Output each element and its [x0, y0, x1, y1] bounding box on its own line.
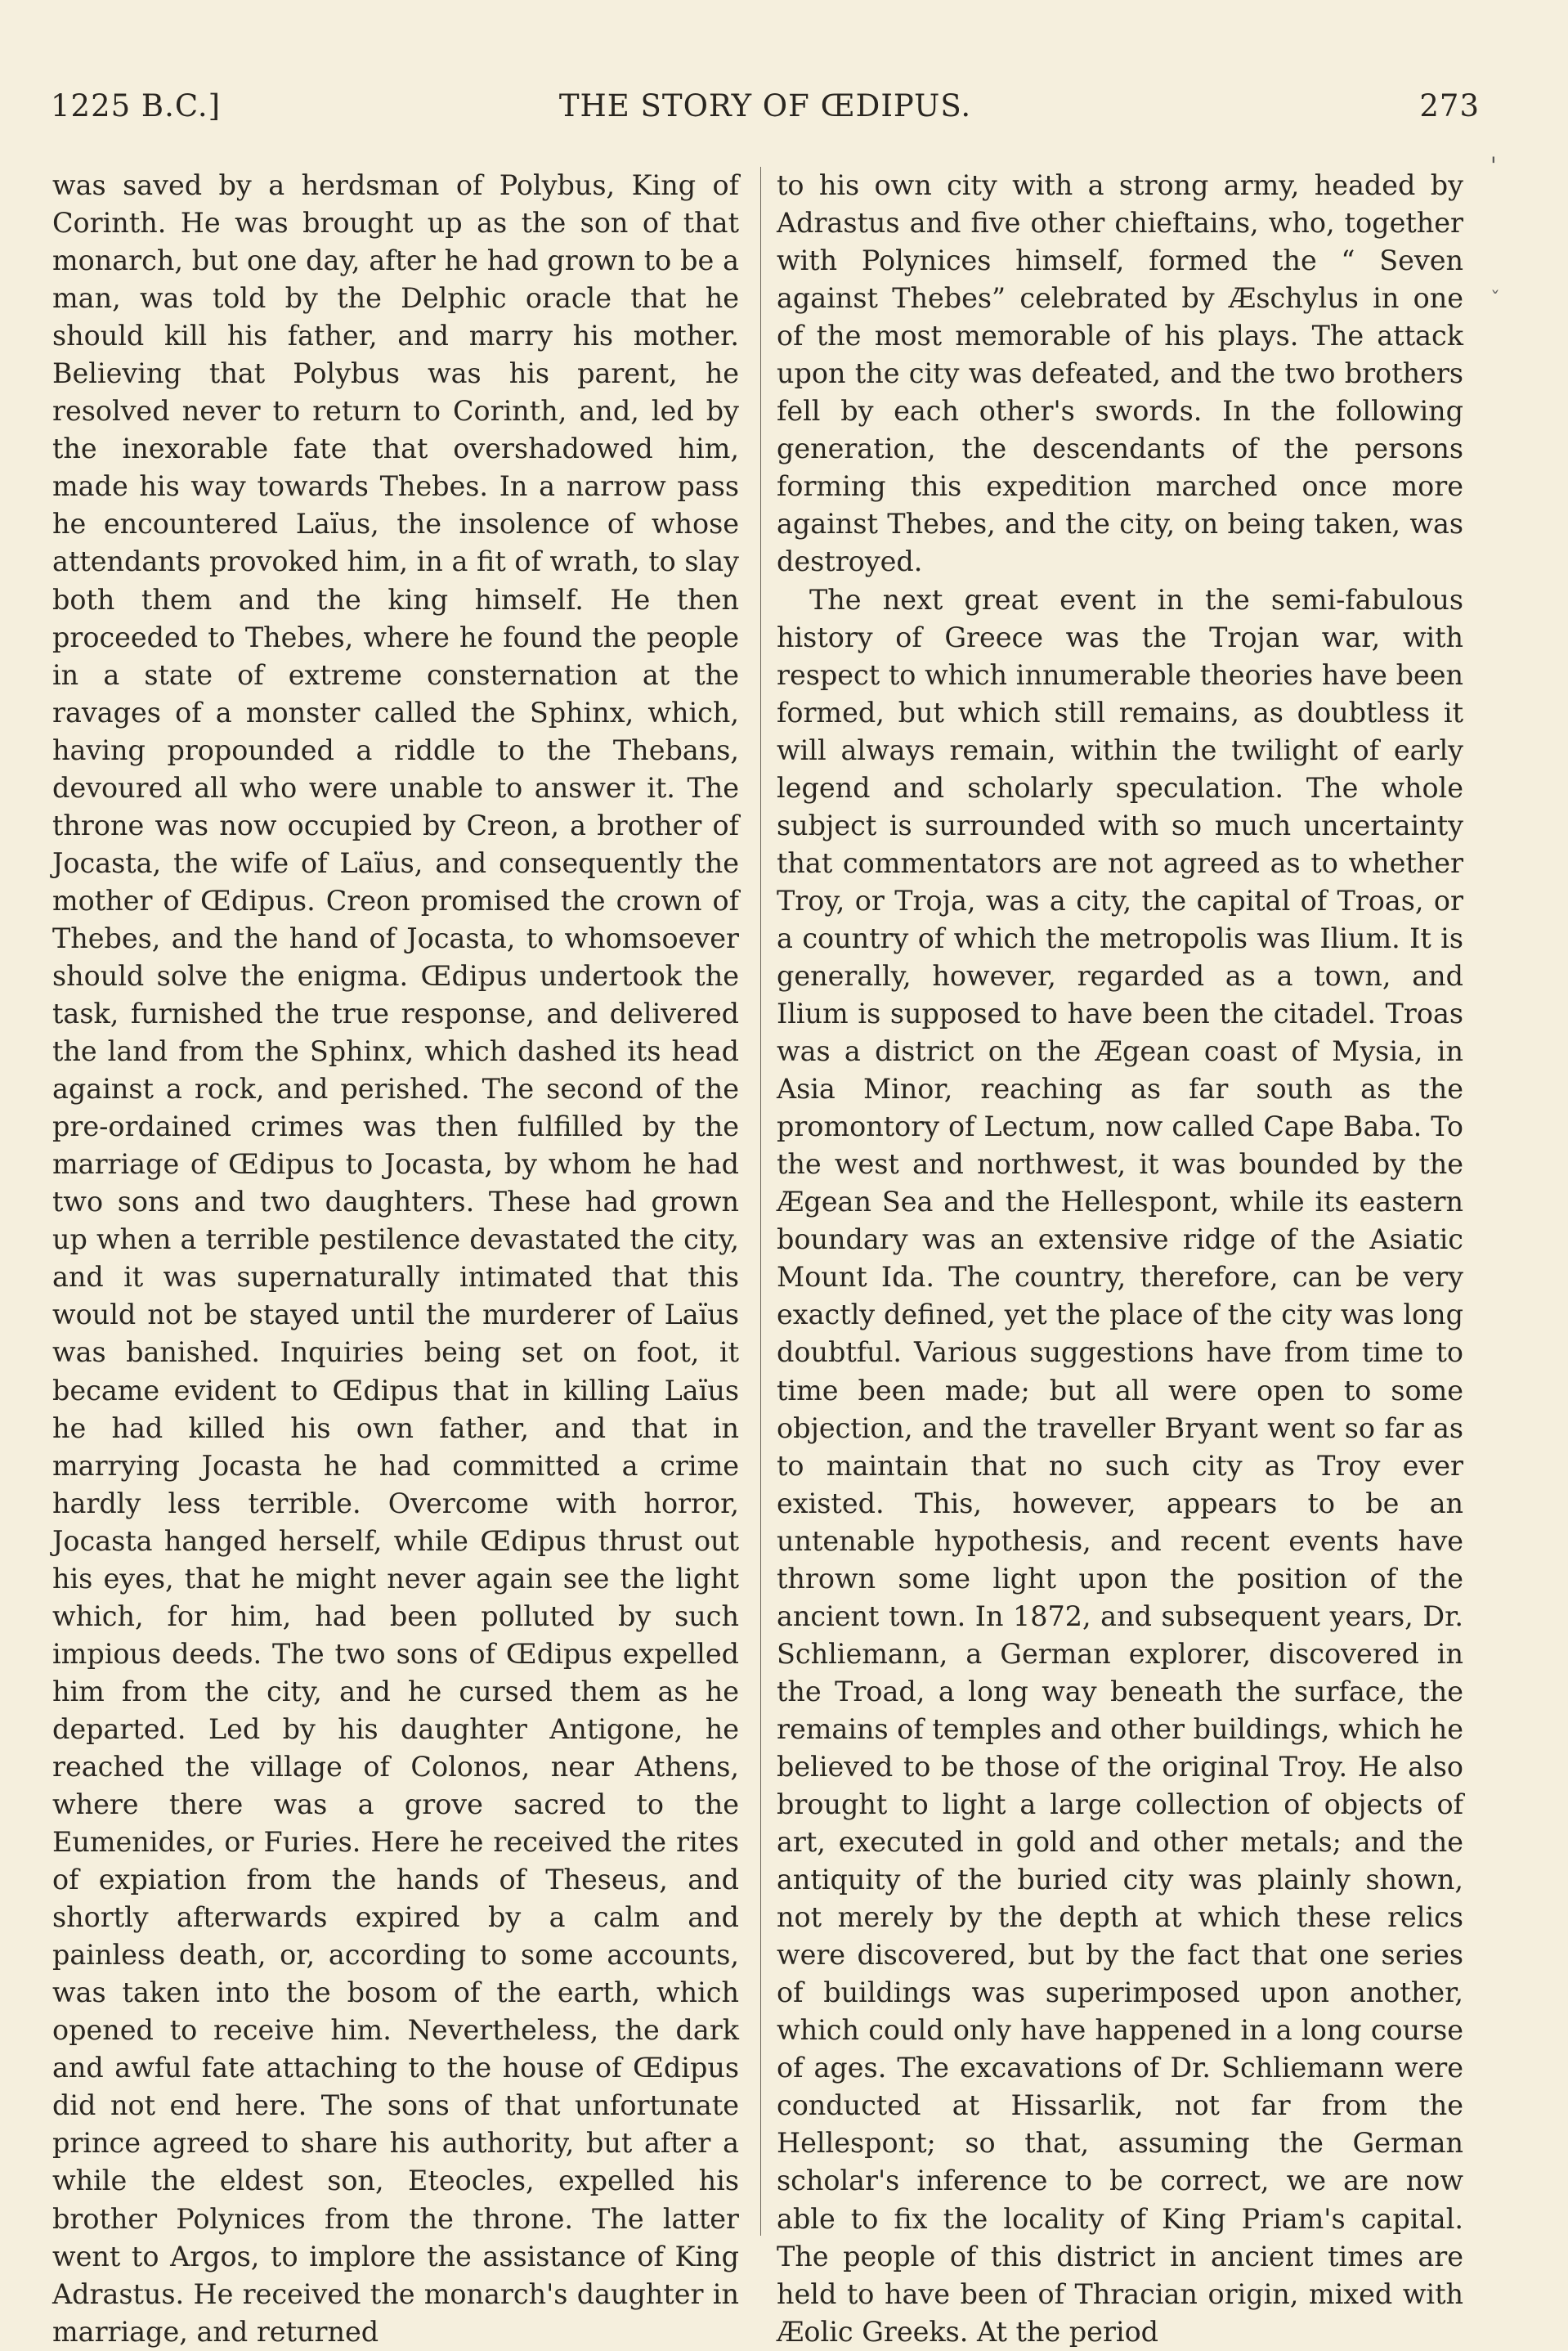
header-date: 1225 B.C.]: [51, 88, 222, 123]
column-divider: [760, 167, 761, 2236]
running-header: [51, 88, 1480, 137]
margin-mark: ˇ: [1490, 288, 1500, 311]
left-column: [52, 167, 739, 2351]
right-column-paragraph-1: to his own city with a strong army, headed by Adrastus and five other chieftains, who, together with Polynices himself, formed the “ Seven against Thebes” celebrated by Æschylus in one of the most memorable of his plays. The attack upon the city was defeated, and the two brothers fell by each other's swords. In the following generation, the descendants of the persons forming this expedition marched once more against Thebes, and the city, on being taken, was destroyed.: [777, 169, 1463, 578]
right-column-paragraph-2: The next great event in the semi-fabulous history of Greece was the Trojan war, with respect to which innumerable theories have been formed, but which still remains, as doubtless it will always remain, within the twilight of early legend and scholarly speculation. The whole subject is surrounded with so much uncertainty that commentators are not agreed as to whether Troy, or Troja, was a city, the capital of Troas, or a country of which the metropolis was Ilium. It is generally, however, regarded as a town, and Ilium is supposed to have been the citadel. Troas was a district on the Ægean coast of Mysia, in Asia Minor, reaching as far south as the promontory of Lectum, now called Cape Baba. To the west and northwest, it was bounded by the Ægean Sea and the Hellespont, while its eastern boundary was an extensive ridge of the Asiatic Mount Ida. The country, therefore, can be very exactly defined, yet the place of the city was long doubtful. Various suggestions have from time to time been made; but all were open to some objection, and the traveller Bryant went so far as to maintain that no such city as Troy ever existed. This, however, appears to be an untenable hypothesis, and recent events have thrown some light upon the position of the ancient town. In 1872, and subsequent years, Dr. Schliemann, a German explorer, discovered in the Troad, a long way beneath the surface, the remains of temples and other buildings, which he believed to be those of the original Troy. He also brought to light a large collection of objects of art, executed in gold and other metals; and the antiquity of the buried city was plainly shown, not merely by the depth at which these relics were discovered, but by the fact that one series of buildings was superimposed upon another, which could only have happened in a long course of ages. The excavations of Dr. Schliemann were conducted at Hissarlik, not far from the Hellespont; so that, assuming the German scholar's inference to be correct, we are now able to fix the locality of King Priam's capital. The people of this district in ancient times are held to have been of Thracian origin, mixed with Æolic Greeks. At the period: [777, 583, 1463, 2348]
header-title: THE STORY OF ŒDIPUS.: [558, 88, 972, 123]
page-number: 273: [1419, 88, 1480, 123]
left-column-paragraph: was saved by a herdsman of Polybus, King of Corinth. He was brought up as the son of that monarch, but one day, after he had grown to be a man, was told by the Delphic oracle that he should kill his father, and marry his mother. Believing that Polybus was his parent, he resolved never to return to Corinth, and, led by the inexorable fate that overshadowed him, made his way towards Thebes. In a narrow pass he encountered Laïus, the insolence of whose attendants provoked him, in a fit of wrath, to slay both them and the king himself. He then proceeded to Thebes, where he found the people in a state of extreme consternation at the ravages of a monster called the Sphinx, which, having propounded a riddle to the Thebans, devoured all who were unable to answer it. The throne was now occupied by Creon, a brother of Jocasta, the wife of Laïus, and consequently the mother of Œdipus. Creon promised the crown of Thebes, and the hand of Jocasta, to whomsoever should solve the enigma. Œdipus undertook the task, furnished the true response, and delivered the land from the Sphinx, which dashed its head against a rock, and perished. The second of the pre-ordained crimes was then fulfilled by the marriage of Œdipus to Jocasta, by whom he had two sons and two daughters. These had grown up when a terrible pestilence devastated the city, and it was supernaturally intimated that this would not be stayed until the murderer of Laïus was banished. Inquiries being set on foot, it became evident to Œdipus that in killing Laïus he had killed his own father, and that in marrying Jocasta he had committed a crime hardly less terrible. Overcome with horror, Jocasta hanged herself, while Œdipus thrust out his eyes, that he might never again see the light which, for him, had been polluted by such impious deeds. The two sons of Œdipus expelled him from the city, and he cursed them as he departed. Led by his daughter Antigone, he reached the village of Colonos, near Athens, where there was a grove sacred to the Eumenides, or Furies. Here he received the rites of expiation from the hands of Theseus, and shortly afterwards expired by a calm and painless death, or, according to some accounts, was taken into the bosom of the earth, which opened to receive him. Nevertheless, the dark and awful fate attaching to the house of Œdipus did not end here. The sons of that unfortunate prince agreed to share his authority, but after a while the eldest son, Eteocles, expelled his brother Polynices from the throne. The latter went to Argos, to implore the assistance of King Adrastus. He received the monarch's daughter in marriage, and returned: [52, 169, 739, 2348]
margin-mark: ': [1490, 152, 1497, 179]
right-column: [777, 167, 1463, 2351]
